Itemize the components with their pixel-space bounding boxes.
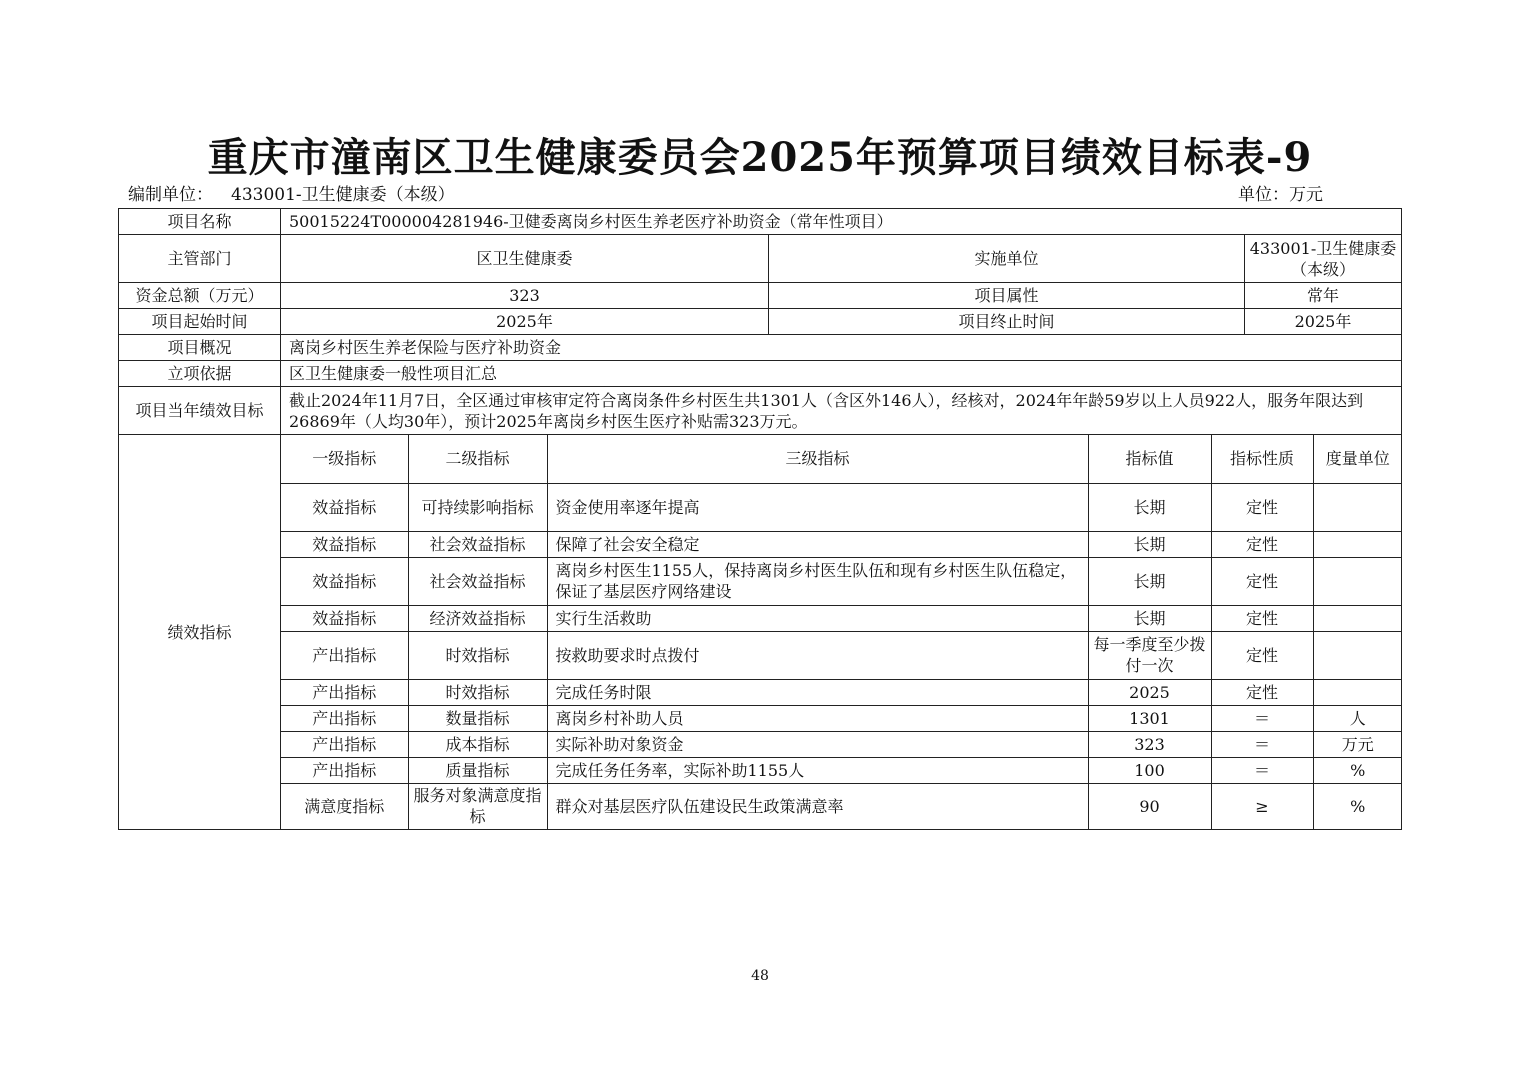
end-value: 2025年 (1245, 309, 1402, 335)
funds-value: 323 (281, 283, 769, 309)
goal-label: 项目当年绩效目标 (119, 387, 281, 435)
table-row (281, 557, 1402, 605)
indicator-value: 长期 (1088, 557, 1211, 605)
indicator-level1: 效益指标 (281, 605, 408, 631)
indicator-column-header: 二级指标 (408, 435, 547, 483)
indicator-value: 长期 (1088, 605, 1211, 631)
indicator-nature: 定性 (1211, 531, 1313, 557)
indicator-column-header: 指标性质 (1211, 435, 1313, 483)
indicator-level3: 保障了社会安全稳定 (547, 531, 1088, 557)
indicator-value: 323 (1088, 731, 1211, 757)
indicator-unit: % (1313, 757, 1402, 783)
indicator-level3: 离岗乡村医生1155人，保持离岗乡村医生队伍和现有乡村医生队伍稳定，保证了基层医疗网络建设 (547, 557, 1088, 605)
impl-label: 实施单位 (769, 235, 1245, 283)
table-row (281, 631, 1402, 679)
indicator-level1: 产出指标 (281, 731, 408, 757)
performance-table (118, 208, 1402, 830)
start-label: 项目起始时间 (119, 309, 281, 335)
indicator-level1: 产出指标 (281, 631, 408, 679)
indicator-level2: 社会效益指标 (408, 557, 547, 605)
indicator-level3: 实际补助对象资金 (547, 731, 1088, 757)
indicator-value: 2025 (1088, 679, 1211, 705)
indicator-column-header: 度量单位 (1313, 435, 1402, 483)
indicator-value: 长期 (1088, 483, 1211, 531)
overview-label: 项目概况 (119, 335, 281, 361)
indicator-value: 长期 (1088, 531, 1211, 557)
indicator-level2: 数量指标 (408, 705, 547, 731)
indicator-level3: 完成任务时限 (547, 679, 1088, 705)
indicator-level2: 时效指标 (408, 631, 547, 679)
indicator-level2: 可持续影响指标 (408, 483, 547, 531)
indicator-level3: 群众对基层医疗队伍建设民生政策满意率 (547, 783, 1088, 829)
indicator-nature: ≥ (1211, 783, 1313, 829)
basis-label: 立项依据 (119, 361, 281, 387)
table-row (281, 783, 1402, 829)
indicator-nature: 定性 (1211, 679, 1313, 705)
indicator-nature: 定性 (1211, 483, 1313, 531)
indicator-level3: 实行生活救助 (547, 605, 1088, 631)
indicator-column-header: 指标值 (1088, 435, 1211, 483)
page-number: 48 (751, 968, 769, 984)
indicator-column-header: 三级指标 (547, 435, 1088, 483)
indicator-nature: 定性 (1211, 605, 1313, 631)
indicator-unit: 人 (1313, 705, 1402, 731)
funds-label: 资金总额（万元） (119, 283, 281, 309)
indicator-level2: 经济效益指标 (408, 605, 547, 631)
indicator-level2: 服务对象满意度指标 (408, 783, 547, 829)
start-value: 2025年 (281, 309, 769, 335)
indicator-value: 90 (1088, 783, 1211, 829)
indicator-level1: 效益指标 (281, 483, 408, 531)
indicator-value: 1301 (1088, 705, 1211, 731)
indicator-nature: 定性 (1211, 557, 1313, 605)
indicator-unit (1313, 531, 1402, 557)
table-row (281, 531, 1402, 557)
table-row (281, 483, 1402, 531)
compiling-unit-label: 编制单位： (128, 185, 213, 205)
compiling-unit-value: 433001-卫生健康委（本级） (231, 185, 455, 205)
indicator-unit (1313, 679, 1402, 705)
indicator-level3: 离岗乡村补助人员 (547, 705, 1088, 731)
overview-value: 离岗乡村医生养老保险与医疗补助资金 (281, 335, 1402, 361)
indicator-level1: 满意度指标 (281, 783, 408, 829)
indicator-level1: 产出指标 (281, 679, 408, 705)
attr-label: 项目属性 (769, 283, 1245, 309)
table-row (281, 731, 1402, 757)
indicator-nature: ＝ (1211, 757, 1313, 783)
goal-value: 截止2024年11月7日，全区通过审核审定符合离岗条件乡村医生共1301人（含区外146人），经核对，2024年年龄59岁以上人员922人，服务年限达到26869年（人均30年），预计2025年离岗乡村医生医疗补贴需323万元。 (281, 387, 1402, 435)
indicator-unit: 万元 (1313, 731, 1402, 757)
table-row (281, 757, 1402, 783)
table-row (281, 679, 1402, 705)
indicator-value: 100 (1088, 757, 1211, 783)
indicator-level3: 资金使用率逐年提高 (547, 483, 1088, 531)
table-row (281, 605, 1402, 631)
indicator-value: 每一季度至少拨付一次 (1088, 631, 1211, 679)
end-label: 项目终止时间 (769, 309, 1245, 335)
compiling-unit (128, 184, 455, 206)
indicator-column-header: 一级指标 (281, 435, 408, 483)
attr-value: 常年 (1245, 283, 1402, 309)
indicator-nature: ＝ (1211, 731, 1313, 757)
project-name-label: 项目名称 (119, 209, 281, 235)
indicators-section-label: 绩效指标 (119, 435, 281, 830)
indicator-level1: 产出指标 (281, 705, 408, 731)
dept-label: 主管部门 (119, 235, 281, 283)
indicator-nature: 定性 (1211, 631, 1313, 679)
indicators-table (281, 435, 1402, 829)
indicator-level2: 时效指标 (408, 679, 547, 705)
indicator-level1: 产出指标 (281, 757, 408, 783)
table-row (281, 705, 1402, 731)
indicators-cell (281, 435, 1402, 830)
project-name-value: 50015224T000004281946-卫健委离岗乡村医生养老医疗补助资金（常年性项目） (281, 209, 1402, 235)
indicator-level2: 成本指标 (408, 731, 547, 757)
indicator-level2: 社会效益指标 (408, 531, 547, 557)
indicator-nature: ＝ (1211, 705, 1313, 731)
impl-value: 433001-卫生健康委（本级） (1245, 235, 1402, 283)
indicator-unit (1313, 631, 1402, 679)
dept-value: 区卫生健康委 (281, 235, 769, 283)
indicator-unit (1313, 557, 1402, 605)
indicator-level1: 效益指标 (281, 557, 408, 605)
indicator-unit (1313, 483, 1402, 531)
indicator-level3: 按救助要求时点拨付 (547, 631, 1088, 679)
currency-unit: 单位：万元 (1238, 185, 1323, 205)
page-title: 重庆市潼南区卫生健康委员会2025年预算项目绩效目标表-9 (207, 134, 1313, 181)
indicator-level2: 质量指标 (408, 757, 547, 783)
indicator-level1: 效益指标 (281, 531, 408, 557)
indicator-unit: % (1313, 783, 1402, 829)
indicator-unit (1313, 605, 1402, 631)
basis-value: 区卫生健康委一般性项目汇总 (281, 361, 1402, 387)
indicator-level3: 完成任务任务率，实际补助1155人 (547, 757, 1088, 783)
